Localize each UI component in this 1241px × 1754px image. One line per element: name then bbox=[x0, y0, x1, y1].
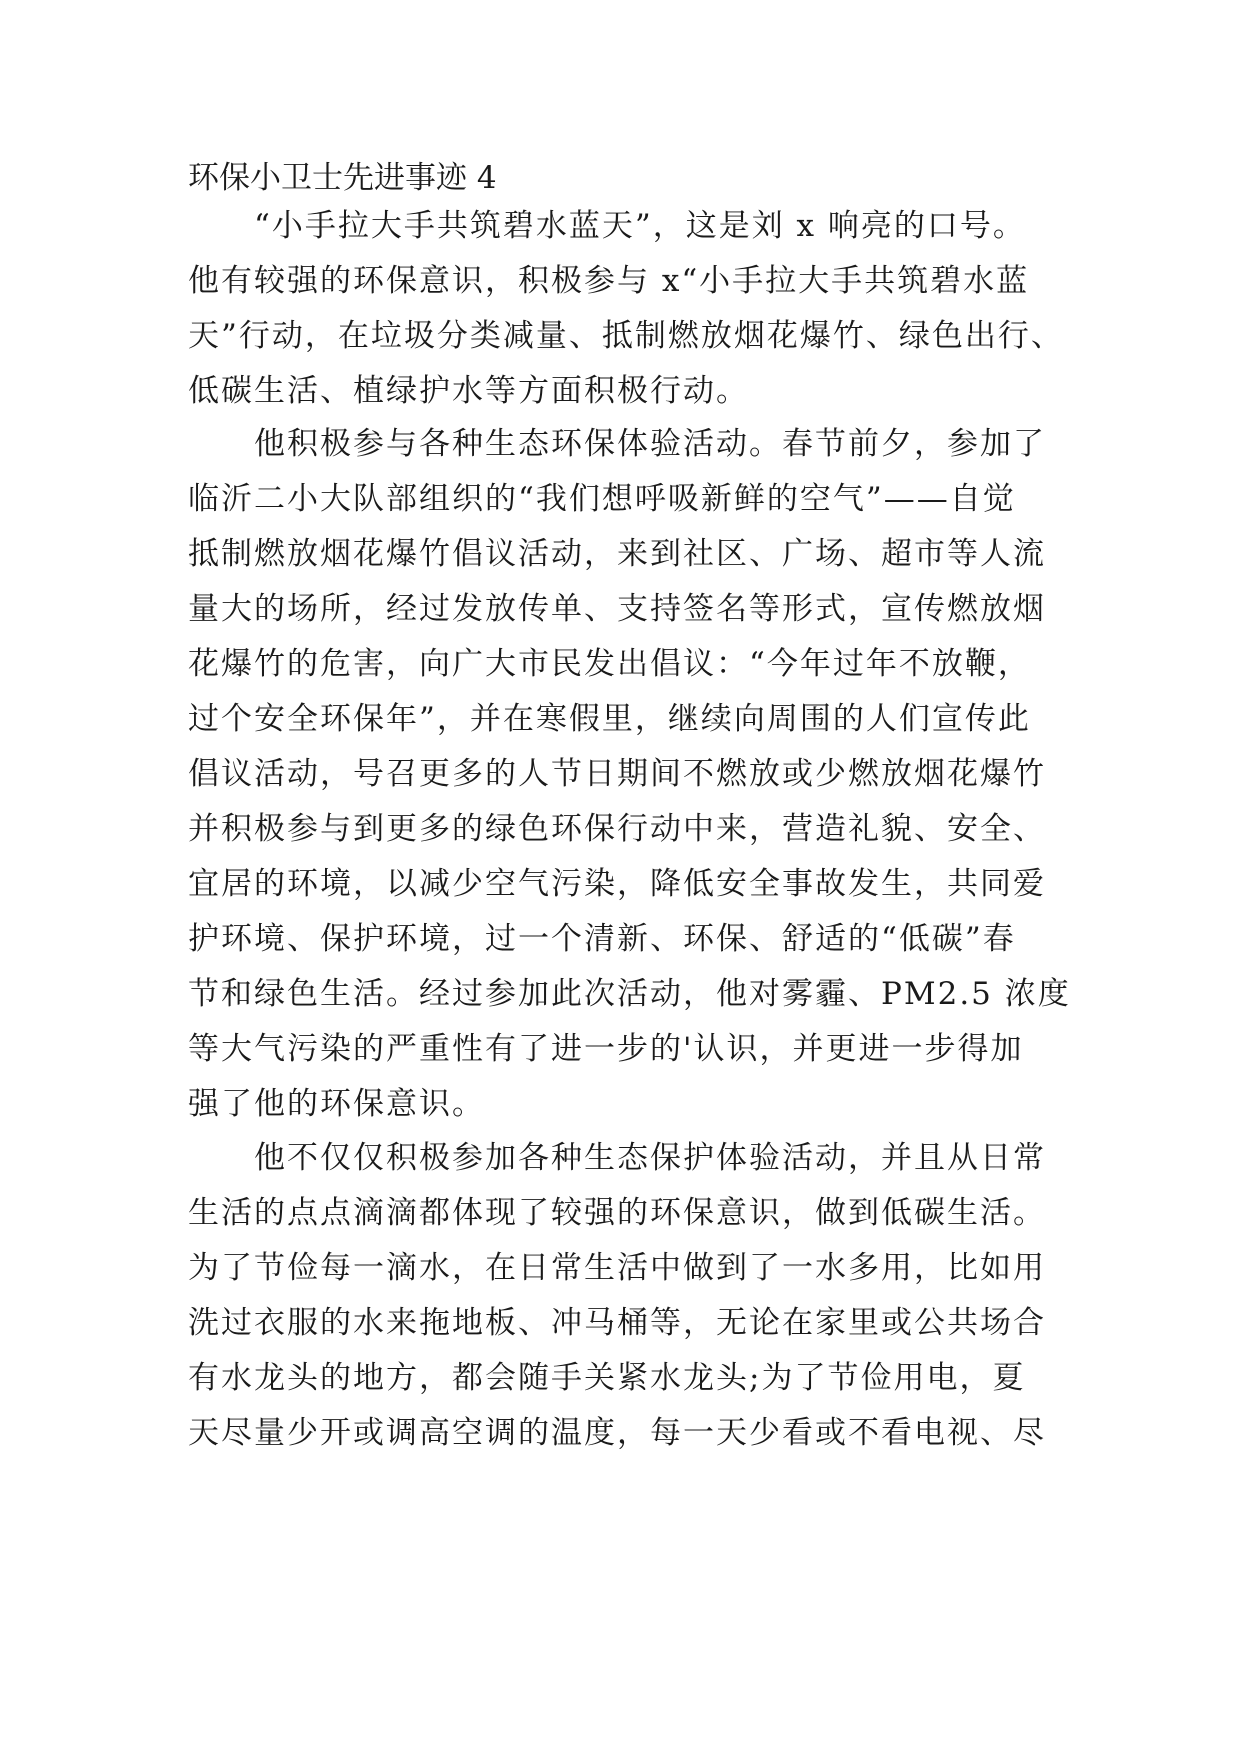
text-line: 天”行动，在垃圾分类减量、抵制燃放烟花爆竹、绿色出行、 bbox=[188, 318, 1064, 354]
text-line: 倡议活动，号召更多的人节日期间不燃放或少燃放烟花爆竹 bbox=[188, 756, 1046, 792]
text-line: 他有较强的环保意识，积极参与 x“小手拉大手共筑碧水蓝 bbox=[188, 263, 1030, 299]
text-line: 他不仅仅积极参加各种生态保护体验活动，并且从日常 bbox=[254, 1140, 1046, 1176]
text-line: 生活的点点滴滴都体现了较强的环保意识，做到低碳生活。 bbox=[188, 1195, 1046, 1231]
text-line: 洗过衣服的水来拖地板、冲马桶等，无论在家里或公共场合 bbox=[188, 1305, 1046, 1341]
text-line: 强了他的环保意识。 bbox=[188, 1086, 485, 1122]
paragraph-activities bbox=[188, 417, 1071, 1132]
text-line: 过个安全环保年”，并在寒假里，继续向周围的人们宣传此 bbox=[188, 701, 1031, 737]
text-line: 花爆竹的危害，向广大市民发出倡议：“今年过年不放鞭， bbox=[188, 646, 1031, 682]
text-line: 抵制燃放烟花爆竹倡议活动，来到社区、广场、超市等人流 bbox=[188, 536, 1046, 572]
text-line: 并积极参与到更多的绿色环保行动中来，营造礼貌、安全、 bbox=[188, 811, 1046, 847]
document-title: 环保小卫士先进事迹 4 bbox=[188, 160, 497, 196]
text-line: 为了节俭每一滴水，在日常生活中做到了一水多用，比如用 bbox=[188, 1250, 1046, 1286]
text-line: 有水龙头的地方，都会随手关紧水龙头;为了节俭用电，夏 bbox=[188, 1360, 1026, 1396]
paragraph-daily-life bbox=[188, 1131, 1048, 1461]
text-line: 天尽量少开或调高空调的温度，每一天少看或不看电视、尽 bbox=[188, 1415, 1046, 1451]
text-line: 量大的场所，经过发放传单、支持签名等形式，宣传燃放烟 bbox=[188, 591, 1046, 627]
text-line: 节和绿色生活。经过参加此次活动，他对雾霾、PM2.5 浓度 bbox=[188, 976, 1071, 1012]
text-line: “小手拉大手共筑碧水蓝天”，这是刘 x 响亮的口号。 bbox=[254, 208, 1026, 244]
text-line: 临沂二小大队部组织的“我们想呼吸新鲜的空气”——自觉 bbox=[188, 481, 1016, 517]
text-line: 低碳生活、植绿护水等方面积极行动。 bbox=[188, 373, 749, 409]
text-line: 护环境、保护环境，过一个清新、环保、舒适的“低碳”春 bbox=[188, 921, 1016, 957]
paragraph-slogan bbox=[188, 199, 1064, 419]
text-line: 等大气污染的严重性有了进一步的'认识，并更进一步得加 bbox=[188, 1031, 1024, 1067]
text-line: 宜居的环境，以减少空气污染，降低安全事故发生，共同爱 bbox=[188, 866, 1046, 902]
text-line: 他积极参与各种生态环保体验活动。春节前夕，参加了 bbox=[254, 426, 1046, 462]
